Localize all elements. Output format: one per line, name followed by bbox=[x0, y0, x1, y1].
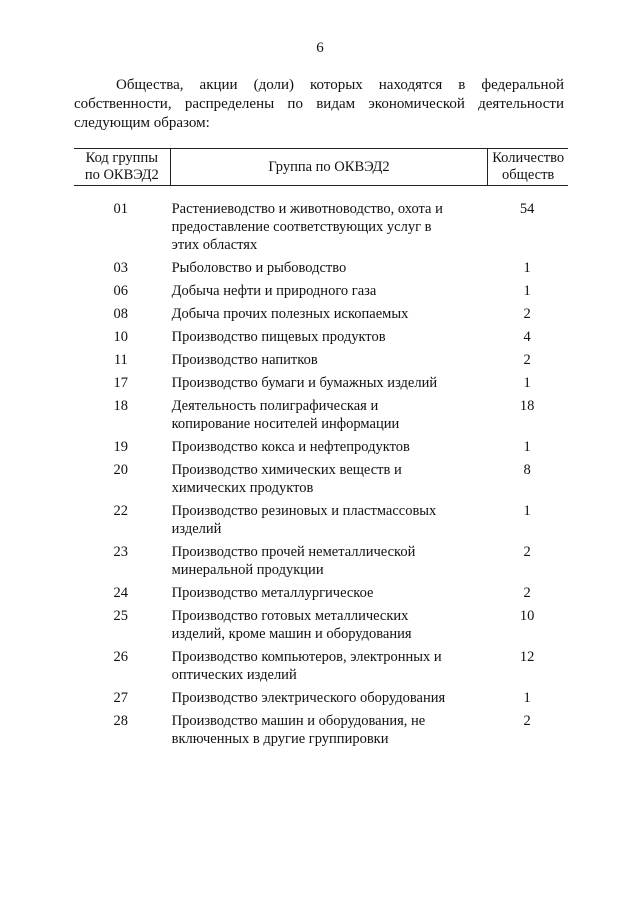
row-code: 24 bbox=[113, 585, 129, 601]
row-code: 01 bbox=[113, 201, 129, 217]
table-body bbox=[74, 200, 568, 748]
table-row bbox=[74, 689, 568, 707]
table-header bbox=[74, 148, 568, 186]
row-code: 22 bbox=[113, 503, 129, 519]
table-row bbox=[74, 305, 568, 323]
header-group: Группа по ОКВЭД2 bbox=[268, 158, 390, 175]
header-count: Количество обществ bbox=[492, 150, 565, 183]
row-code: 03 bbox=[113, 260, 129, 276]
row-group: Деятельность полиграфическая и копирование носителей информации bbox=[171, 398, 400, 432]
row-count: 1 bbox=[523, 375, 531, 391]
header-code: Код группы по ОКВЭД2 bbox=[84, 150, 159, 183]
row-group: Добыча прочих полезных ископаемых bbox=[171, 306, 409, 322]
table-row bbox=[74, 461, 568, 497]
row-count: 2 bbox=[523, 306, 531, 322]
row-group: Производство бумаги и бумажных изделий bbox=[171, 375, 438, 391]
row-count: 1 bbox=[523, 690, 531, 706]
row-count: 4 bbox=[523, 329, 531, 345]
row-code: 17 bbox=[113, 375, 129, 391]
row-group: Производство компьютеров, электронных и оптических изделий bbox=[171, 649, 442, 683]
row-group: Производство кокса и нефтепродуктов bbox=[171, 439, 410, 455]
row-count: 12 bbox=[519, 649, 535, 665]
row-code: 11 bbox=[113, 352, 128, 368]
table-row bbox=[74, 438, 568, 456]
table-row bbox=[74, 502, 568, 538]
table-row bbox=[74, 351, 568, 369]
table-row bbox=[74, 584, 568, 602]
table-row bbox=[74, 374, 568, 392]
row-code: 10 bbox=[113, 329, 129, 345]
page-number: 6 bbox=[316, 40, 324, 56]
row-code: 26 bbox=[113, 649, 129, 665]
row-code: 23 bbox=[113, 544, 129, 560]
row-count: 1 bbox=[523, 503, 531, 519]
row-count: 18 bbox=[519, 398, 535, 414]
header-code-cell bbox=[74, 149, 171, 185]
row-count: 1 bbox=[523, 439, 531, 455]
row-code: 27 bbox=[113, 690, 129, 706]
row-group: Производство металлургическое bbox=[171, 585, 374, 601]
okved-table bbox=[74, 148, 568, 753]
row-count: 2 bbox=[523, 544, 531, 560]
row-group: Производство химических веществ и химических продуктов bbox=[171, 462, 402, 496]
intro-paragraph: Общества, акции (доли) которых находятся в федеральной собственности, распределены по видам экономической деятельности следующим образом: bbox=[74, 77, 564, 131]
row-code: 18 bbox=[113, 398, 129, 414]
row-group: Производство прочей неметаллической минеральной продукции bbox=[171, 544, 416, 578]
table-row bbox=[74, 648, 568, 684]
row-group: Рыболовство и рыбоводство bbox=[171, 260, 347, 276]
row-count: 1 bbox=[523, 283, 531, 299]
row-group: Производство готовых металлических изделий, кроме машин и оборудования bbox=[171, 608, 412, 642]
table-row bbox=[74, 200, 568, 254]
row-count: 2 bbox=[523, 713, 531, 729]
table-row bbox=[74, 543, 568, 579]
table-row bbox=[74, 282, 568, 300]
row-group: Производство резиновых и пластмассовых изделий bbox=[171, 503, 437, 537]
row-code: 20 bbox=[113, 462, 129, 478]
row-count: 2 bbox=[523, 352, 531, 368]
row-group: Растениеводство и животноводство, охота и предоставление соответствующих услуг в этих областях bbox=[171, 201, 443, 253]
header-group-cell bbox=[171, 149, 489, 185]
row-count: 2 bbox=[523, 585, 531, 601]
row-count: 8 bbox=[523, 462, 531, 478]
table-row bbox=[74, 397, 568, 433]
row-group: Производство электрического оборудования bbox=[171, 690, 446, 706]
row-code: 25 bbox=[113, 608, 129, 624]
table-row bbox=[74, 712, 568, 748]
row-group: Добыча нефти и природного газа bbox=[171, 283, 377, 299]
row-code: 28 bbox=[113, 713, 129, 729]
row-group: Производство машин и оборудования, не включенных в другие группировки bbox=[171, 713, 426, 747]
table-row bbox=[74, 259, 568, 277]
table-row bbox=[74, 328, 568, 346]
row-group: Производство пищевых продуктов bbox=[171, 329, 386, 345]
table-row bbox=[74, 607, 568, 643]
row-count: 1 bbox=[523, 260, 531, 276]
row-code: 19 bbox=[113, 439, 129, 455]
row-count: 54 bbox=[519, 201, 535, 217]
header-count-cell bbox=[488, 149, 568, 185]
row-code: 08 bbox=[113, 306, 129, 322]
row-code: 06 bbox=[113, 283, 129, 299]
row-count: 10 bbox=[519, 608, 535, 624]
row-group: Производство напитков bbox=[171, 352, 318, 368]
